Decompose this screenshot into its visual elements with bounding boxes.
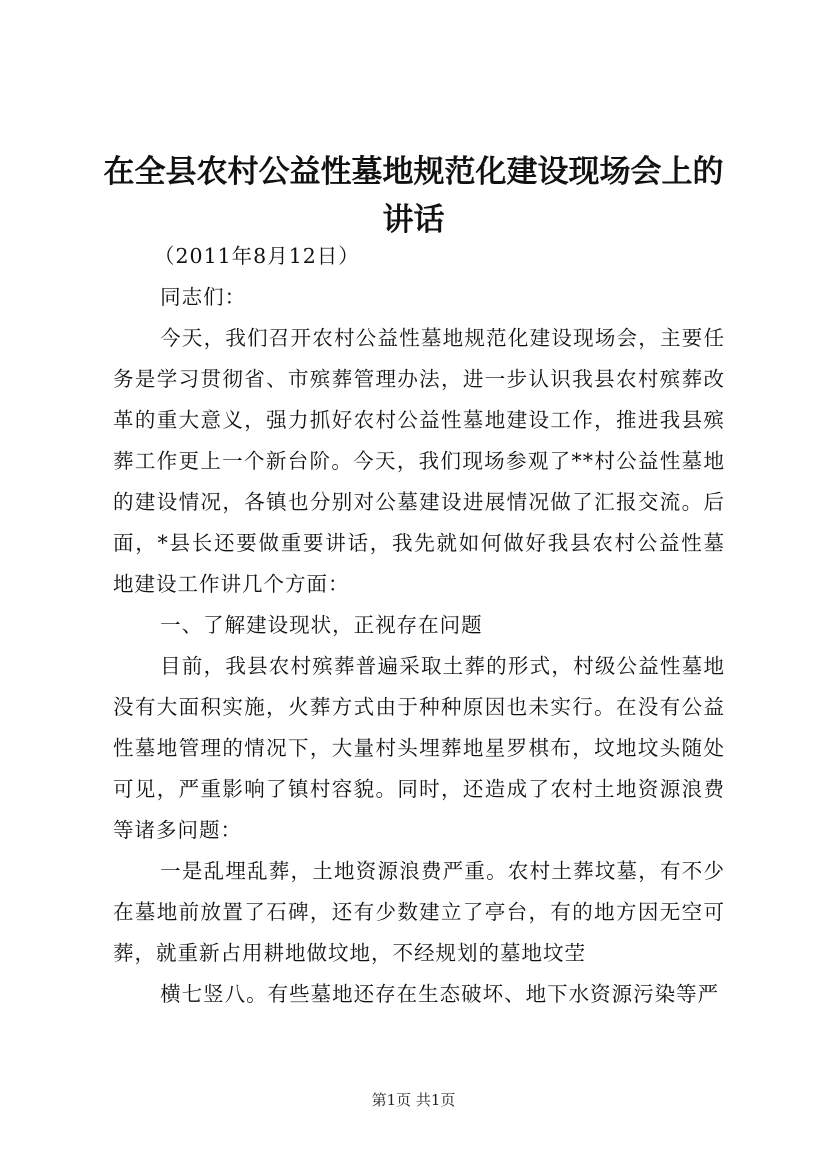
page-footer: 第1页 共1页: [371, 1091, 456, 1109]
paragraph: 横七竖八。有些墓地还存在生态破坏、地下水资源污染等严: [160, 982, 720, 1006]
section-heading: 一、了解建设现状，正视存在问题: [160, 613, 483, 637]
title-line-2: 讲话: [382, 202, 445, 238]
paragraph: 目前，我县农村殡葬普遍采取土葬的形式，村级公益性墓地没有大面积实施，火葬方式由于种种原因也未实行。在没有公益性墓地管理的情况下，大量村头埋葬地星罗棋布，坟地坟头随处可见，严重影响了镇村容貌。同时，还造成了农村土地资源浪费等诸多问题：: [113, 654, 725, 842]
document-body: [113, 236, 725, 1015]
document-title: [100, 148, 727, 244]
paragraph: 一是乱埋乱葬，土地资源浪费严重。农村土葬坟墓，有不少在墓地前放置了石碑，还有少数建立了亭台，有的地方因无空可葬，就重新占用耕地做坟地，不经规划的墓地坟茔: [113, 859, 725, 965]
title-line-1: 在全县农村公益性墓地规范化建设现场会上的: [103, 154, 724, 190]
paragraph: 今天，我们召开农村公益性墓地规范化建设现场会，主要任务是学习贯彻省、市殡葬管理办法，进一步认识我县农村殡葬改革的重大意义，强力抓好农村公益性墓地建设工作，推进我县殡葬工作更上一个新台阶。今天，我们现场参观了**村公益性墓地的建设情况，各镇也分别对公墓建设进展情况做了汇报交流。后面，*县长还要做重要讲话，我先就如何做好我县农村公益性墓地建设工作讲几个方面：: [113, 326, 725, 596]
salutation: 同志们：: [160, 285, 247, 309]
speech-date: （2011年8月12日）: [154, 244, 360, 268]
